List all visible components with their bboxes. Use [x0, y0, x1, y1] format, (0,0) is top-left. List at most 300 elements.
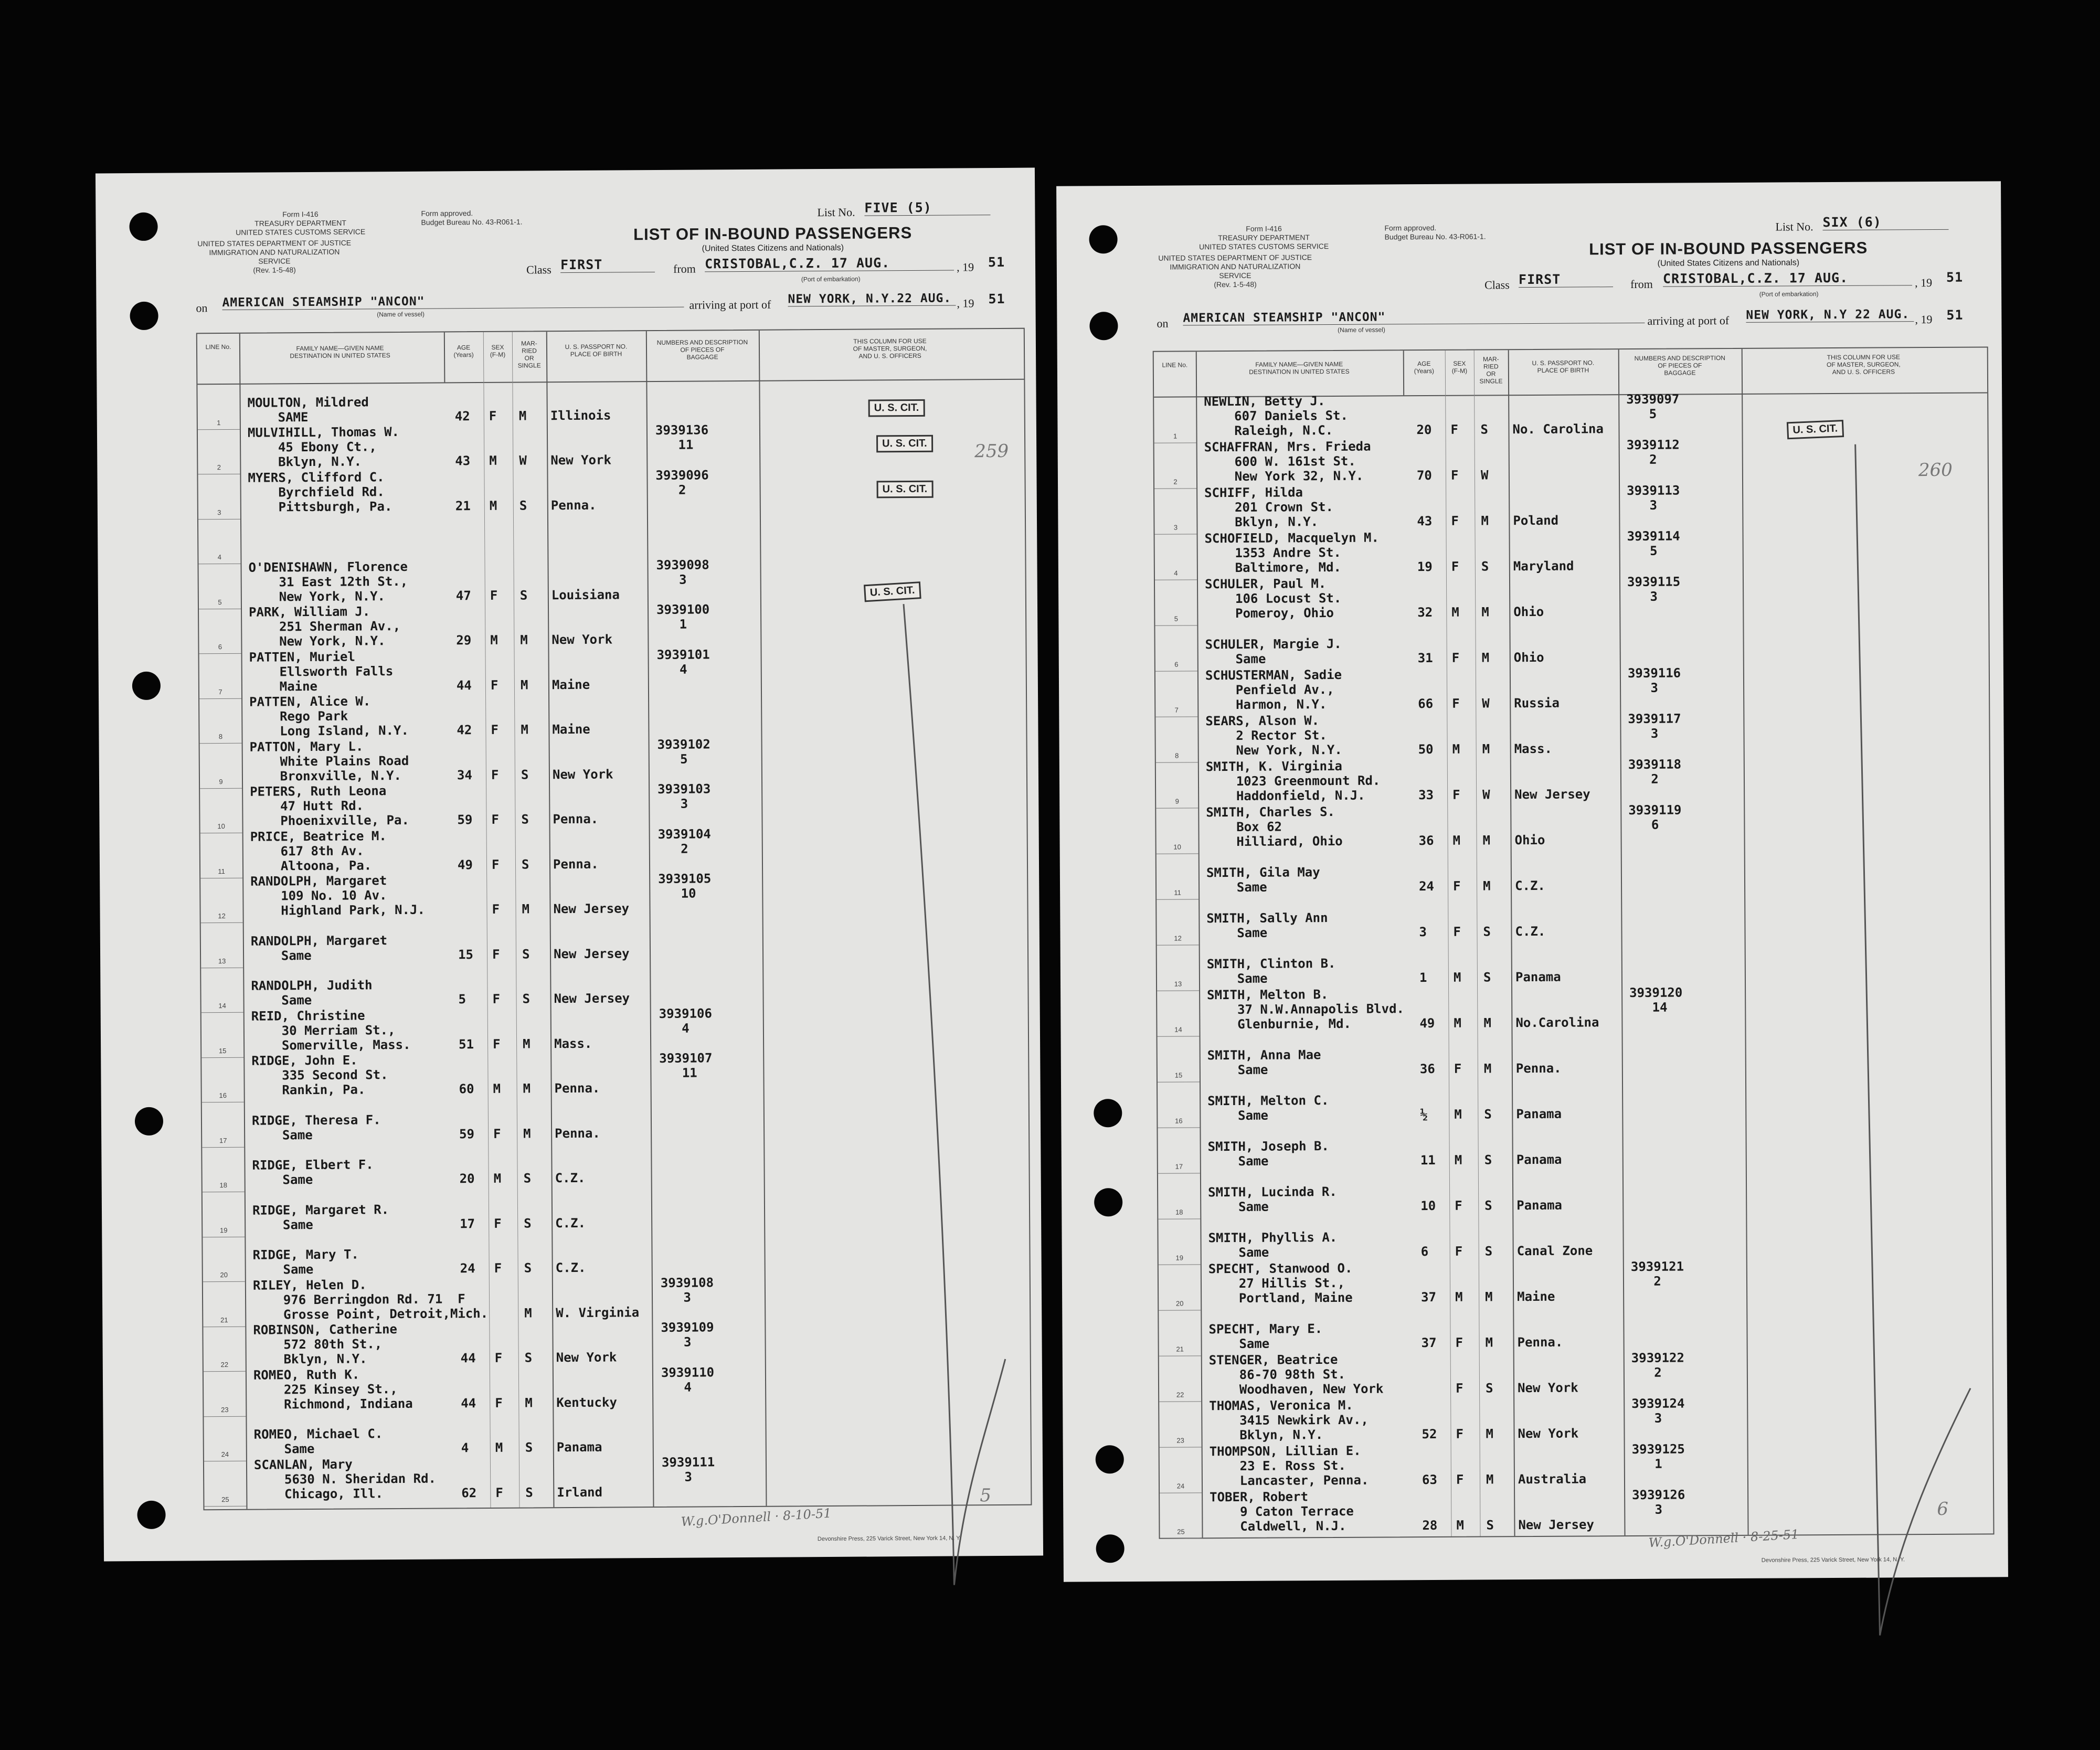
punch-hole — [130, 302, 158, 330]
passenger-age: 44 — [460, 1351, 476, 1366]
passenger-birthplace: Kentucky — [556, 1394, 617, 1410]
on-label: on — [1157, 316, 1169, 330]
line-number: 14 — [1174, 1025, 1182, 1034]
form-subtitle: (United States Citizens and Nationals) — [1657, 258, 1800, 268]
passenger-marital-status: M — [1482, 878, 1491, 894]
line-number: 5 — [218, 598, 222, 606]
passenger-birthplace: Mass. — [1514, 741, 1552, 757]
col-sex: SEX (F-M) — [490, 343, 506, 358]
passenger-age: 66 — [1418, 696, 1434, 712]
baggage-number: 3939104 2 — [657, 826, 711, 856]
passenger-marital-status: M — [1481, 650, 1490, 665]
passenger-name-address: MYERS, Clifford C. Byrchfield Rd. Pittsburgh, Pa. — [248, 469, 393, 515]
arr-year-prefix: , 19 — [957, 296, 974, 310]
passenger-sex: F — [491, 722, 499, 737]
class-value: FIRST — [1519, 271, 1613, 288]
arrival-port: NEW YORK, N.Y 22 AUG. — [1746, 307, 1914, 323]
line-number: 2 — [1173, 478, 1178, 486]
passenger-sex: F — [1451, 513, 1459, 528]
passenger-marital-status: M — [1485, 1335, 1493, 1350]
row-rule — [204, 1505, 246, 1506]
passenger-sex: F — [1452, 787, 1460, 802]
line-number: 15 — [218, 1046, 227, 1055]
passenger-sex: F — [1452, 696, 1460, 711]
passenger-sex: M — [1455, 1289, 1463, 1304]
passenger-birthplace: New York — [552, 766, 613, 782]
passenger-name-address: MOULTON, Mildred SAME — [247, 394, 369, 425]
row-rule — [1158, 1081, 1200, 1082]
line-number: 16 — [219, 1091, 227, 1100]
row-rule — [1158, 1127, 1200, 1128]
line-number: 25 — [1177, 1528, 1185, 1536]
pencil-check-mark — [1850, 438, 1993, 1640]
passenger-sex: F — [1450, 468, 1459, 483]
passenger-name-address: RIDGE, Elbert F. Same — [252, 1157, 374, 1187]
passenger-name-address: SPECHT, Mary E. Same — [1208, 1321, 1323, 1352]
line-number: 1 — [1173, 432, 1178, 440]
row-rule — [1157, 853, 1199, 854]
line-number: 9 — [219, 777, 223, 786]
passenger-name-address: SCHULER, Paul M. 106 Locust St. Pomeroy, Ohio — [1204, 576, 1342, 621]
passenger-sex: F — [489, 408, 497, 423]
passenger-name-address: SMITH, Melton B. 37 N.W.Annapolis Blvd. Glenburnie, Md. — [1207, 987, 1405, 1032]
row-rule — [1158, 1218, 1200, 1219]
row-rule — [201, 922, 243, 923]
line-number: 23 — [221, 1405, 229, 1414]
from-label: from — [1630, 277, 1653, 291]
passenger-age: 32 — [1417, 604, 1433, 620]
from-label: from — [673, 262, 696, 275]
passenger-sex: M — [493, 1171, 502, 1186]
line-number: 3 — [1173, 523, 1178, 532]
passenger-name-address: ROMEO, Michael C. Same — [253, 1426, 383, 1457]
arr-year: 51 — [988, 291, 1005, 307]
passenger-sex: F — [493, 1126, 501, 1141]
passenger-sex: M — [1456, 1518, 1464, 1533]
passenger-birthplace: Maryland — [1513, 558, 1574, 574]
passenger-age: 42 — [457, 723, 472, 738]
form-header-left: Form I-416 TREASURY DEPARTMENT UNITED STATES CUSTOMS SERVICE — [236, 209, 366, 237]
baggage-number: 3939119 6 — [1628, 802, 1682, 833]
passenger-marital-status: S — [521, 767, 529, 782]
passenger-birthplace: Penna. — [553, 856, 599, 872]
passenger-age: 21 — [455, 498, 471, 513]
passenger-name-address: MULVIHILL, Thomas W. 45 Ebony Ct., Bklyn, N.Y. — [247, 424, 400, 470]
passenger-marital-status: S — [524, 1260, 532, 1276]
vessel-caption: (Name of vessel) — [1338, 326, 1385, 334]
baggage-number: 3939105 10 — [658, 871, 712, 901]
row-rule — [204, 1371, 246, 1372]
line-number: 21 — [220, 1316, 228, 1324]
passenger-name-address: RIDGE, Theresa F. Same — [251, 1112, 381, 1143]
passenger-age: 15 — [458, 947, 474, 962]
passenger-sex: F — [1456, 1472, 1464, 1487]
col-line: LINE No. — [205, 343, 231, 351]
baggage-number: 3939115 3 — [1627, 574, 1681, 604]
passenger-marital-status: W — [1480, 468, 1489, 483]
line-number: 3 — [217, 508, 221, 516]
passenger-birthplace: Panama — [1515, 969, 1561, 985]
passenger-sex: F — [494, 1260, 502, 1276]
pencil-list-number: 6 — [1937, 1498, 1949, 1520]
passenger-birthplace: Canal Zone — [1516, 1243, 1593, 1259]
list-no-value: FIVE (5) — [864, 199, 990, 216]
passenger-sex: M — [495, 1440, 503, 1455]
passenger-marital-status: M — [1481, 604, 1489, 620]
passenger-birthplace: Ohio — [1513, 604, 1544, 620]
passenger-marital-status: S — [523, 1171, 532, 1186]
passenger-marital-status: S — [524, 1350, 533, 1365]
line-number: 6 — [1174, 660, 1179, 669]
table-rows — [1154, 347, 1987, 352]
embarkation-value: CRISTOBAL,C.Z. 17 AUG. — [705, 255, 954, 272]
passenger-sex: F — [1455, 1381, 1463, 1396]
baggage-number: 3939124 3 — [1631, 1396, 1685, 1426]
arriving-label: arriving at port of — [689, 298, 771, 312]
line-number: 19 — [219, 1226, 228, 1234]
passenger-name-address: SMITH, K. Virginia 1023 Greenmount Rd. Haddonfield, N.J. — [1205, 758, 1381, 804]
line-number: 17 — [219, 1136, 227, 1144]
passenger-name-address: SMITH, Lucinda R. Same — [1208, 1184, 1337, 1215]
passenger-name-address: RIDGE, Mary T. Same — [252, 1247, 359, 1277]
row-rule — [200, 743, 242, 744]
line-number: 15 — [1174, 1071, 1183, 1079]
passenger-name-address: TOBER, Robert 9 Caton Terrace Caldwell, N.J. — [1210, 1489, 1354, 1534]
pencil-check-mark — [901, 598, 1023, 1596]
passenger-marital-status: M — [523, 1126, 531, 1141]
year-prefix: , 19 — [1914, 275, 1933, 290]
passenger-age: 70 — [1416, 468, 1432, 483]
punch-hole — [135, 1107, 163, 1136]
passenger-marital-status: S — [1486, 1518, 1494, 1533]
passenger-birthplace: Irland — [557, 1484, 603, 1500]
line-number: 8 — [1175, 751, 1179, 760]
passenger-age: 43 — [455, 453, 471, 469]
passenger-sex: M — [1451, 604, 1459, 620]
passenger-name-address: SMITH, Phyllis A. Same — [1208, 1229, 1338, 1260]
passenger-birthplace: Maine — [1517, 1289, 1555, 1304]
passenger-birthplace: New York — [551, 632, 613, 648]
passenger-age: 62 — [461, 1485, 477, 1500]
passenger-marital-status: S — [522, 946, 530, 962]
col-married: MAR- RIED OR SINGLE — [1479, 355, 1503, 385]
passenger-age: 42 — [454, 408, 470, 423]
passenger-age: 44 — [461, 1395, 476, 1410]
baggage-number: 3939120 14 — [1629, 985, 1683, 1015]
baggage-number: 3939113 3 — [1627, 483, 1680, 513]
passenger-name-address: SMITH, Sally Ann Same — [1206, 910, 1328, 941]
passenger-name-address: SPECHT, Stanwood O. 27 Hillis St., Portland, Maine — [1208, 1260, 1353, 1306]
passenger-name-address: RANDOLPH, Margaret Same — [250, 932, 388, 963]
passenger-birthplace: New York — [1517, 1380, 1578, 1396]
passenger-marital-status: W — [519, 453, 527, 468]
col-name: FAMILY NAME—GIVEN NAME DESTINATION IN UNITED STATES — [1249, 360, 1350, 376]
passenger-marital-status: M — [523, 1081, 531, 1096]
row-rule — [198, 518, 240, 519]
passenger-birthplace: New Jersey — [554, 991, 630, 1006]
passenger-age: 20 — [1416, 422, 1432, 438]
passenger-sex: M — [1452, 741, 1460, 757]
passenger-name-address: SMITH, Charles S. Box 62 Hilliard, Ohio — [1206, 804, 1343, 850]
table-rows — [197, 329, 1024, 334]
passenger-age: 19 — [1417, 559, 1433, 575]
baggage-number: 3939122 2 — [1631, 1350, 1684, 1381]
passenger-birthplace: Penna. — [553, 811, 599, 827]
passenger-age: 34 — [457, 767, 472, 782]
passenger-name-address: SCHUSTERMAN, Sadie Penfield Av., Harmon, N.Y. — [1205, 667, 1342, 713]
baggage-number: 3939118 2 — [1628, 757, 1682, 787]
passenger-marital-status: S — [1480, 422, 1489, 437]
baggage-number: 3939106 4 — [659, 1005, 712, 1036]
passenger-birthplace: Penna. — [554, 1080, 600, 1096]
form-title: LIST OF IN-BOUND PASSENGERS — [1589, 238, 1868, 259]
line-number: 4 — [217, 553, 222, 561]
passenger-birthplace: New York — [1518, 1426, 1579, 1441]
passenger-name-address: ROBINSON, Catherine 572 80th St., Bklyn, N.Y. — [253, 1322, 398, 1367]
passenger-marital-status: M — [525, 1395, 533, 1410]
passenger-name-address: THOMPSON, Lillian E. 23 E. Ross St. Lancaster, Penna. — [1209, 1443, 1369, 1489]
form-header-right: Form I-416 TREASURY DEPARTMENT UNITED STATES CUSTOMS SERVICE — [1199, 224, 1329, 251]
punch-hole — [132, 672, 161, 700]
passenger-marital-status: M — [522, 901, 530, 917]
passenger-age: 59 — [457, 812, 473, 828]
line-number: 23 — [1176, 1436, 1184, 1445]
baggage-number: 3939101 4 — [656, 646, 710, 677]
vessel-caption: (Name of vessel) — [377, 310, 425, 319]
passenger-marital-status: S — [522, 991, 531, 1006]
line-number: 5 — [1174, 614, 1179, 623]
punch-hole — [1096, 1445, 1124, 1473]
punch-hole — [1089, 225, 1117, 253]
passenger-age: 33 — [1418, 787, 1434, 803]
passenger-age: 59 — [459, 1126, 475, 1141]
line-number: 8 — [218, 733, 223, 741]
line-number: 18 — [219, 1181, 228, 1190]
row-rule — [1159, 1355, 1201, 1356]
passenger-sex: M — [1453, 970, 1461, 985]
passenger-sex: F — [494, 1216, 502, 1231]
passenger-age: 63 — [1422, 1472, 1437, 1488]
passenger-age: 36 — [1418, 833, 1434, 849]
passenger-birthplace: Ohio — [1513, 650, 1544, 665]
passenger-age: 24 — [1418, 878, 1435, 894]
pencil-page-number: 259 — [974, 440, 1009, 462]
form-approval-left: Form approved. Budget Bureau No. 43-R061-1. — [421, 209, 523, 227]
passenger-age: 49 — [457, 857, 473, 872]
passenger-birthplace: Panama — [1516, 1106, 1562, 1122]
passenger-name-address: RIDGE, Margaret R. Same — [252, 1202, 389, 1233]
year-prefix: , 19 — [956, 260, 974, 274]
passenger-name-address: SMITH, Clinton B. Same — [1206, 956, 1336, 987]
passenger-age: 60 — [459, 1081, 474, 1097]
row-rule — [1159, 1264, 1201, 1265]
passenger-age: 4 — [461, 1440, 469, 1456]
passenger-name-address: SCHIFF, Hilda 201 Crown St. Bklyn, N.Y. — [1204, 485, 1333, 530]
line-number: 4 — [1174, 569, 1178, 577]
baggage-number: 3939112 2 — [1626, 437, 1680, 468]
line-number: 18 — [1175, 1208, 1183, 1216]
passenger-sex: F — [491, 767, 499, 782]
baggage-number: 3939126 3 — [1632, 1487, 1685, 1518]
passenger-sex: M — [489, 453, 497, 468]
passenger-sex: F — [1451, 559, 1459, 574]
arriving-label: arriving at port of — [1647, 314, 1730, 327]
form-approval-right: Form approved. Budget Bureau No. 43-R061-1. — [1384, 223, 1486, 241]
baggage-number: 3939117 3 — [1628, 711, 1681, 741]
row-rule — [201, 1012, 243, 1013]
class-label: Class — [526, 263, 551, 277]
passenger-birthplace: Illinois — [550, 407, 611, 423]
passenger-age: 20 — [459, 1171, 475, 1186]
row-rule — [1159, 1401, 1201, 1402]
passenger-birthplace: Penna. — [555, 1126, 600, 1141]
vessel-name: AMERICAN STEAMSHIP "ANCON" — [1183, 309, 1645, 326]
passenger-birthplace: No.Carolina — [1515, 1015, 1599, 1031]
line-number: 10 — [217, 822, 225, 831]
passenger-sex: F — [495, 1485, 503, 1500]
passenger-name-address: RANDOLPH, Margaret 109 No. 10 Av. Highland Park, N.J. — [250, 873, 425, 918]
passenger-birthplace: Penna. — [550, 497, 597, 513]
list-no-value: SIX (6) — [1822, 214, 1948, 230]
row-rule — [1154, 488, 1196, 489]
passenger-sex: F — [495, 1395, 503, 1410]
passenger-sex: M — [493, 1081, 501, 1096]
list-no-label: List No. — [817, 205, 855, 219]
passenger-name-address: PATTEN, Muriel Ellsworth Falls Maine — [249, 649, 394, 694]
passenger-age: 11 — [1420, 1152, 1436, 1168]
line-number: 16 — [1175, 1117, 1183, 1125]
arrival-port: NEW YORK, N.Y.22 AUG. — [788, 291, 956, 306]
passenger-birthplace: C.Z. — [555, 1170, 586, 1186]
col-baggage: NUMBERS AND DESCRIPTION OF PIECES OF BAGGAGE — [656, 338, 748, 361]
baggage-number: 3939096 2 — [655, 467, 709, 497]
line-number: 11 — [218, 867, 225, 875]
passenger-sex: F — [1456, 1426, 1464, 1441]
handwritten-signature: W.g.O'Donnell · 8-25-51 — [1648, 1526, 1800, 1551]
punch-hole — [137, 1501, 165, 1529]
passenger-sex: M — [1454, 1107, 1462, 1122]
passenger-name-address: SCHAFFRAN, Mrs. Frieda 600 W. 161st St. New York 32, N.Y. — [1204, 439, 1371, 484]
passenger-marital-status: S — [1484, 1244, 1493, 1259]
passenger-marital-status: S — [525, 1484, 533, 1500]
passenger-sex: M — [489, 498, 497, 513]
passenger-age: 3 — [1419, 925, 1427, 940]
passenger-marital-status: S — [519, 587, 528, 603]
passenger-sex: F — [1455, 1335, 1463, 1350]
row-rule — [1154, 442, 1196, 443]
passenger-birthplace: New Jersey — [553, 946, 630, 961]
baggage-number: 3939100 1 — [656, 602, 710, 632]
baggage-number: 3939136 11 — [655, 422, 709, 452]
passenger-name-address: NEWLIN, Betty J. 607 Daniels St. Raleigh, N.C. — [1204, 394, 1348, 439]
passenger-sex: F — [490, 677, 499, 693]
passenger-marital-status: S — [1484, 1198, 1492, 1213]
col-birth: U. S. PASSPORT NO. PLACE OF BIRTH — [1532, 359, 1595, 374]
line-number: 2 — [217, 463, 221, 472]
passenger-marital-status: S — [525, 1440, 533, 1455]
punch-hole — [1089, 312, 1118, 340]
passenger-sex: F — [490, 588, 498, 603]
passenger-name-address: SCANLAN, Mary 5630 N. Sheridan Rd. Chicago, Ill. — [253, 1457, 437, 1502]
row-rule — [203, 1326, 245, 1327]
passenger-birthplace: C.Z. — [1515, 924, 1546, 939]
passenger-marital-status: M — [1483, 1015, 1491, 1031]
passenger-marital-status: S — [1485, 1381, 1493, 1396]
passenger-name-address: RILEY, Helen D. 976 Berringdon Rd. 71 F Grosse Point, Detroit,Mich. — [252, 1277, 489, 1322]
on-label: on — [196, 301, 208, 315]
punch-hole — [1096, 1534, 1125, 1563]
baggage-number: 3939116 3 — [1627, 665, 1681, 696]
passenger-age: 31 — [1417, 650, 1433, 666]
arr-year-prefix: , 19 — [1915, 312, 1933, 326]
baggage-number: 3939103 3 — [657, 781, 711, 811]
passenger-name-address: PATTEN, Alice W. Rego Park Long Island, N.Y. — [249, 694, 409, 739]
passenger-birthplace: Panama — [556, 1439, 602, 1455]
printer-footer: Devonshire Press, 225 Varick Street, New York 14, N. Y. — [817, 1535, 961, 1543]
passenger-marital-status: S — [524, 1215, 532, 1231]
passenger-birthplace: New York — [556, 1350, 617, 1365]
passenger-sex: F — [492, 947, 500, 962]
passenger-age: 5 — [458, 992, 466, 1007]
passenger-sex: F — [491, 857, 500, 872]
passenger-age: 24 — [460, 1261, 475, 1276]
passenger-birthplace: Ohio — [1514, 832, 1545, 848]
us-cit-stamp: U. S. CIT. — [877, 481, 934, 499]
passenger-marital-status: M — [1485, 1289, 1493, 1304]
passenger-marital-status: M — [1481, 513, 1489, 528]
row-rule — [203, 1281, 245, 1282]
row-rule — [199, 608, 241, 609]
printer-footer: Devonshire Press, 225 Varick Street, New York 14, N. Y. — [1761, 1556, 1905, 1564]
col-baggage: NUMBERS AND DESCRIPTION OF PIECES OF BAGGAGE — [1634, 354, 1725, 377]
passenger-birthplace: Penna. — [1515, 1060, 1562, 1076]
passenger-sex: M — [490, 632, 498, 648]
passenger-age: 17 — [460, 1216, 475, 1231]
passenger-name-address: STENGER, Beatrice 86-70 98th St. Woodhaven, New York — [1208, 1352, 1384, 1397]
handwritten-signature: W.g.O'Donnell · 8-10-51 — [681, 1505, 832, 1530]
baggage-number: 3939121 2 — [1630, 1259, 1684, 1289]
passenger-age: 29 — [456, 633, 472, 648]
passenger-age: ½ — [1420, 1107, 1428, 1122]
passenger-marital-status: S — [1481, 559, 1489, 574]
passenger-birthplace: W. Virginia — [556, 1304, 640, 1320]
passenger-age: 43 — [1417, 513, 1433, 529]
passenger-age: 44 — [456, 677, 472, 693]
passenger-birthplace: C.Z. — [1514, 878, 1545, 894]
passenger-name-address: THOMAS, Veronica M. 3415 Newkirk Av., Bklyn, N.Y. — [1209, 1397, 1369, 1443]
passenger-marital-status: M — [1482, 741, 1490, 757]
embark-caption: (Port of embarkation) — [1759, 290, 1819, 298]
us-cit-stamp: U. S. CIT. — [1787, 420, 1844, 439]
passenger-sex: M — [1452, 833, 1461, 848]
passenger-age: 49 — [1419, 1015, 1435, 1031]
passenger-marital-status: S — [1483, 970, 1491, 985]
passenger-name-address: RIDGE, John E. 335 Second St. Rankin, Pa. — [251, 1053, 388, 1098]
passenger-age: 51 — [459, 1036, 474, 1052]
passenger-birthplace: Russia — [1514, 695, 1560, 711]
year-value: 51 — [1946, 269, 1964, 285]
form-department-right: UNITED STATES DEPARTMENT OF JUSTICE IMMIGRATION AND NATURALIZATION SERVICE (Rev. 1-5-48) — [1158, 253, 1312, 289]
baggage-number: 3939097 5 — [1626, 391, 1680, 422]
passenger-marital-status: S — [521, 856, 529, 872]
passenger-sex: F — [1450, 422, 1459, 437]
col-officers: THIS COLUMN FOR USE OF MASTER, SURGEON, AND U. S. OFFICERS — [853, 337, 927, 360]
baggage-number: 3939102 5 — [657, 736, 710, 767]
line-number: 12 — [1174, 934, 1182, 942]
passenger-age: 28 — [1422, 1518, 1438, 1533]
baggage-number: 3939108 3 — [660, 1275, 714, 1305]
passenger-birthplace: New Jersey — [1514, 787, 1590, 802]
